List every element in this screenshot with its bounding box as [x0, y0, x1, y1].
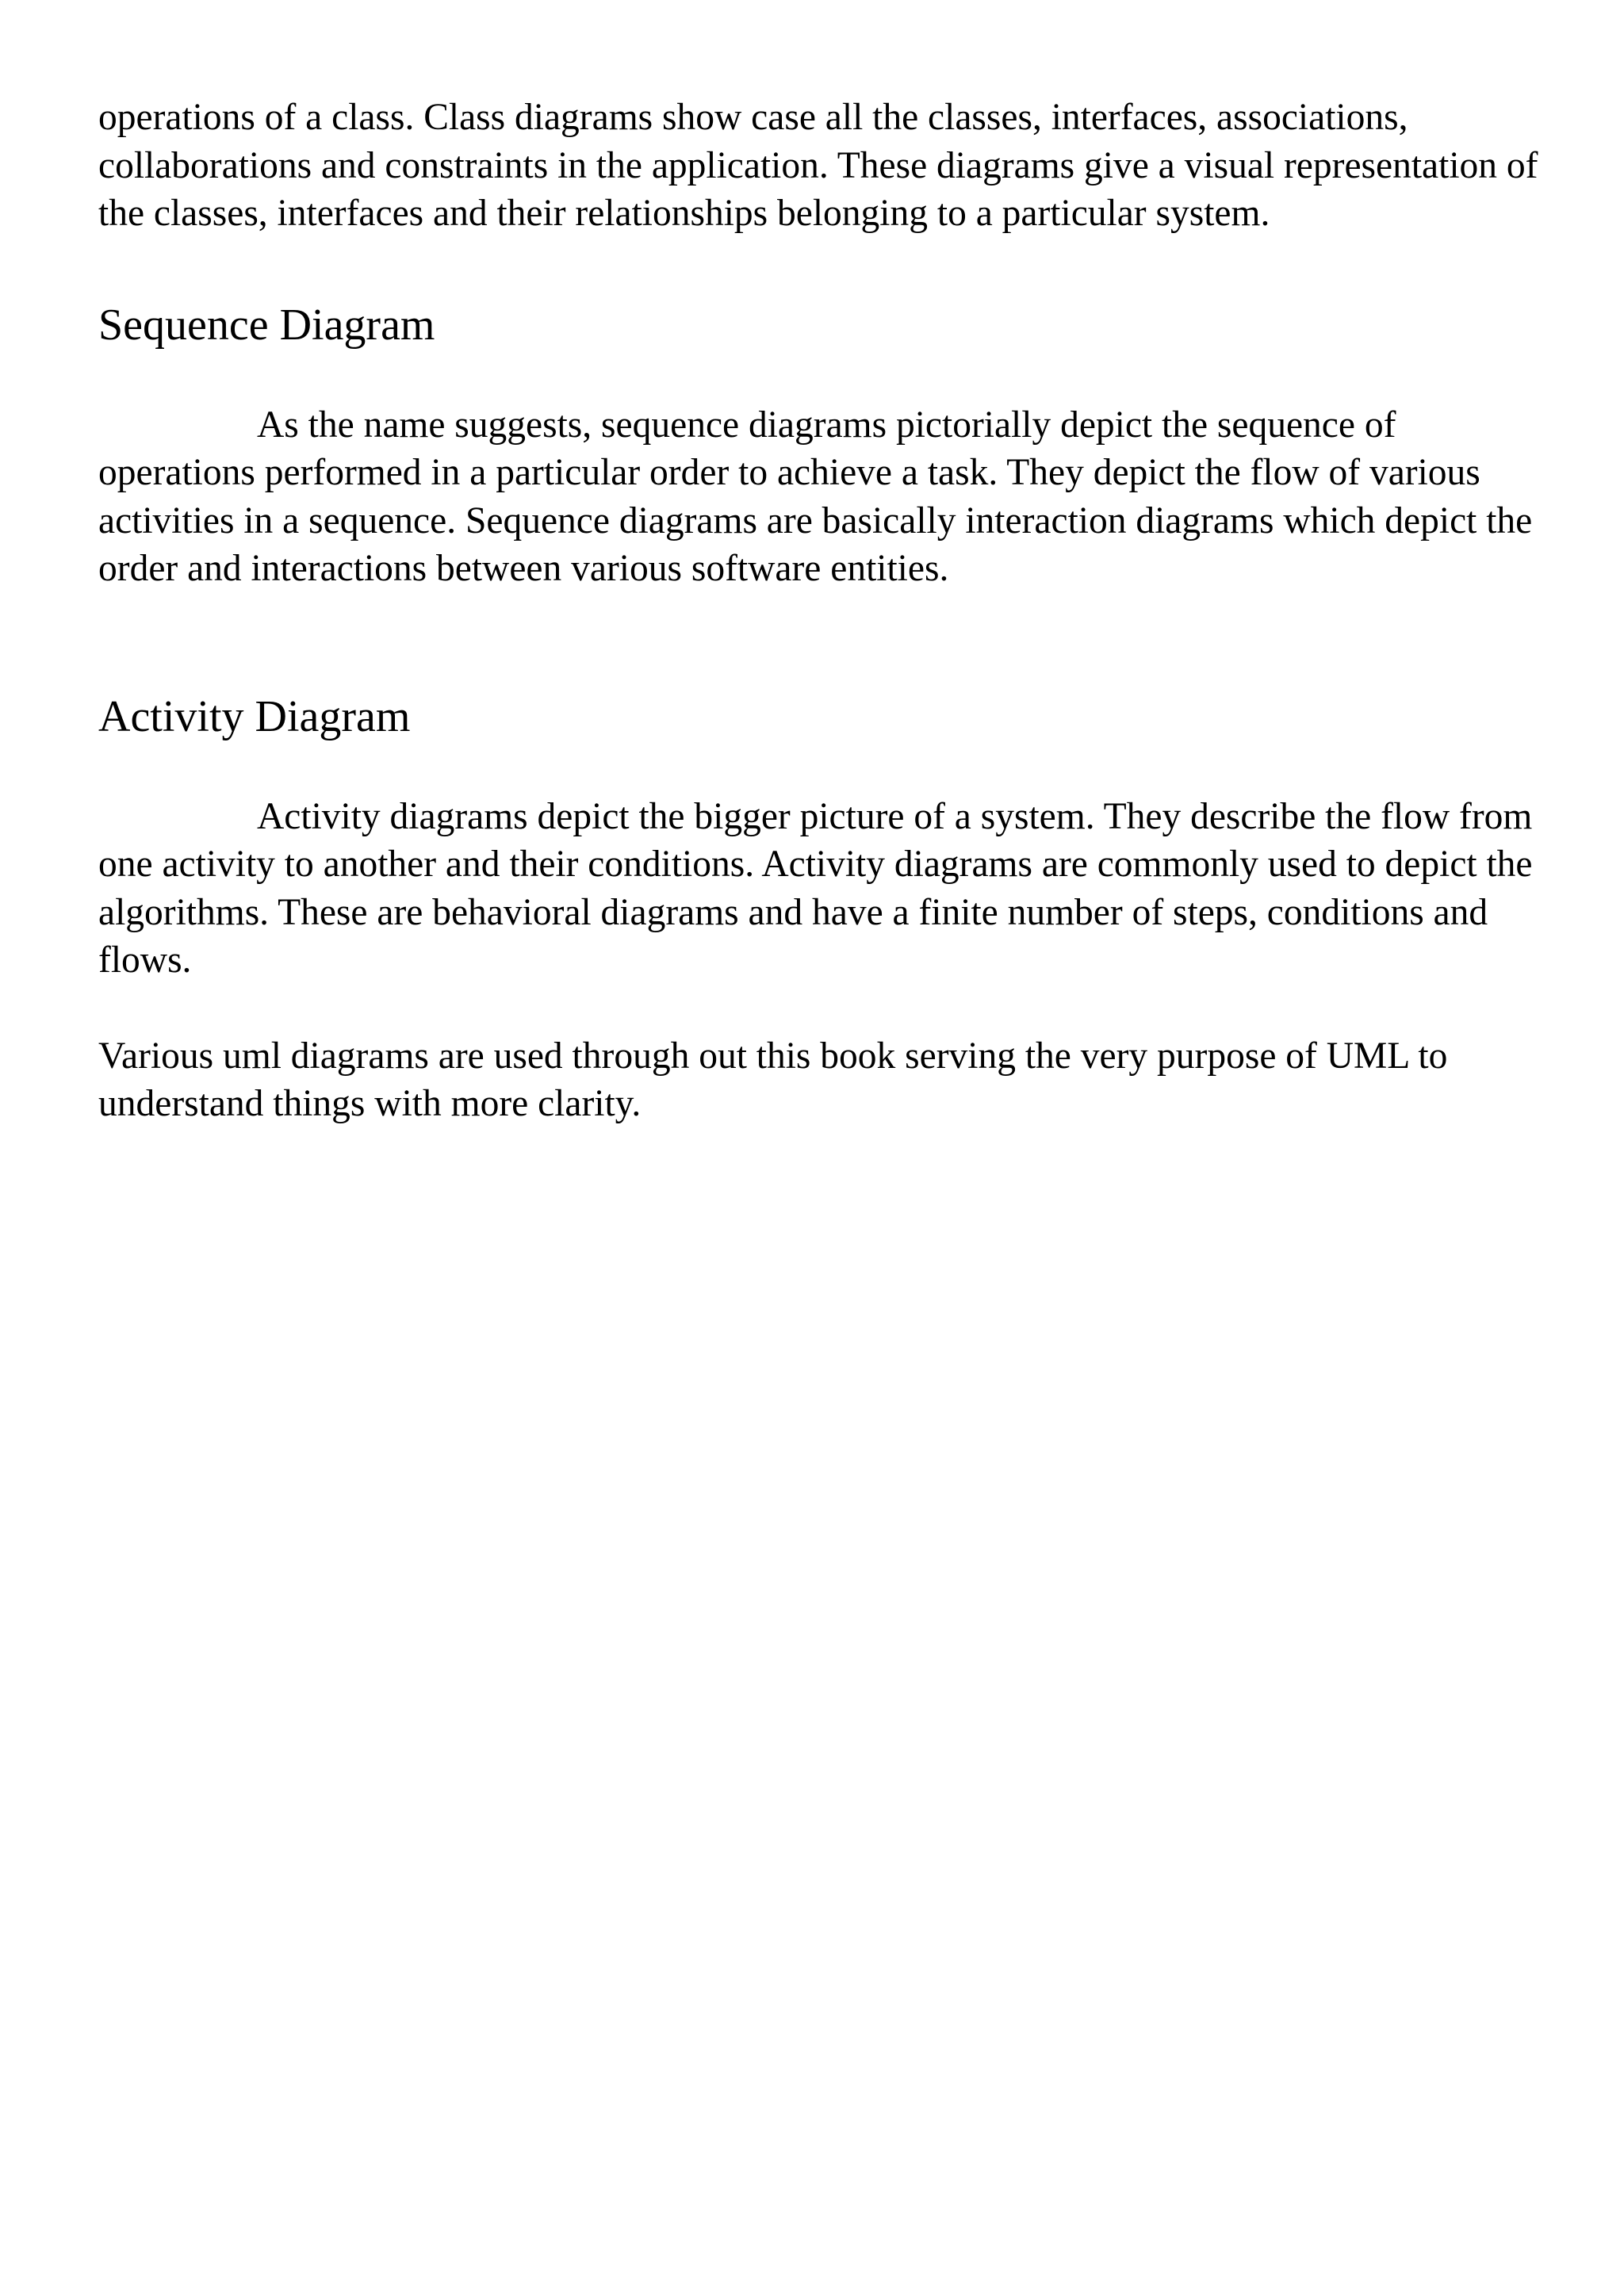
closing-paragraph: Various uml diagrams are used through out this book serving the very purpose of UML to understand things with more clarity.	[98, 1035, 1448, 1124]
intro-paragraph: operations of a class. Class diagrams show case all the classes, interfaces, associations, collaborations and constraints in the application. These diagrams give a visual representation of the classes, interfaces and their relationships belonging to a particular system.	[98, 97, 1538, 234]
page-content	[98, 94, 1542, 1128]
sequence-diagram-paragraph: As the name suggests, sequence diagrams pictorially depict the sequence of operations performed in a particular order to achieve a task. They depict the flow of various activities in a sequence. Sequence diagrams are basically interaction diagrams which depict the order and interactions between various software entities.	[98, 404, 1533, 589]
activity-diagram-heading: Activity Diagram	[98, 691, 411, 741]
activity-diagram-paragraph: Activity diagrams depict the bigger picture of a system. They describe the flow from one activity to another and their conditions. Activity diagrams are commonly used to depict the algorithms. These are behavioral diagrams and have a finite number of steps, conditions and flows.	[98, 795, 1533, 981]
sequence-diagram-heading: Sequence Diagram	[98, 300, 435, 350]
